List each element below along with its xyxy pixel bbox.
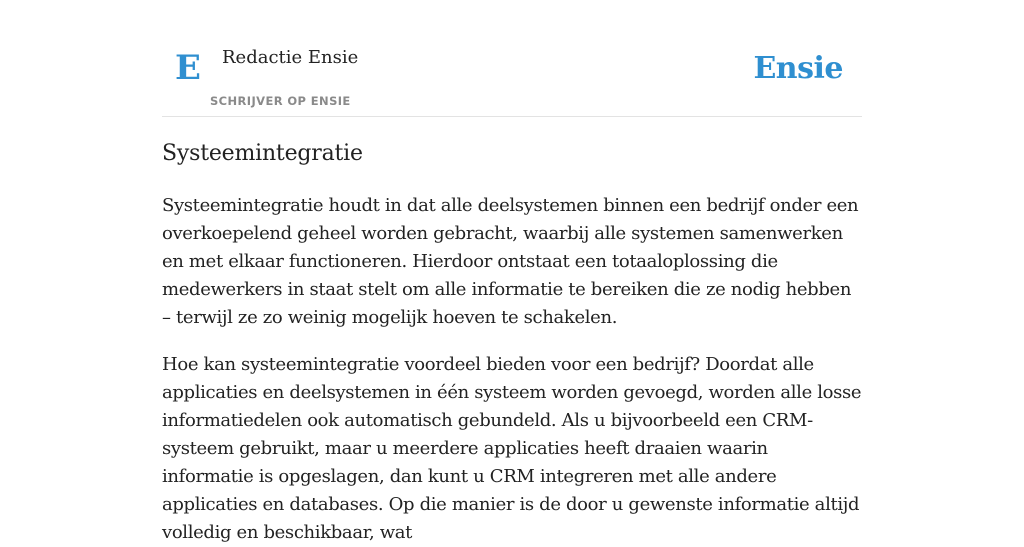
article-paragraph: Hoe kan systeemintegratie voordeel bieden voor een bedrijf? Doordat alle applicaties en deelsystemen in één systeem worden gevoegd, worden alle losse informatiedelen ook automatisch gebundeld. Als u bijvoorbeeld een CRM-systeem gebruikt, maar u meerdere applicaties heeft draaien waarin informatie is opgeslagen, dan kunt u CRM integreren met alle andere applicaties en databases. Op die manier is de door u gewenste informatie altijd volledig en beschikbaar, wat (162, 354, 862, 543)
ensie-brand-logo[interactable]: Ensie (753, 51, 843, 86)
author-header (162, 0, 862, 117)
author-name-link[interactable]: Redactie Ensie (222, 47, 359, 68)
article-paragraph: Systeemintegratie houdt in dat alle deelsystemen binnen een bedrijf onder een overkoepelend geheel worden gebracht, waarbij alle systemen samenwerken en met elkaar functioneren. Hierdoor ontstaat een totaaloplossing die medewerkers in staat stelt om alle informatie te bereiken die ze nodig hebben – terwijl ze zo weinig mogelijk hoeven te schakelen. (162, 195, 859, 328)
author-avatar-logo[interactable]: E (175, 48, 201, 88)
article-title: Systeemintegratie (162, 141, 363, 166)
article-body (162, 138, 862, 547)
author-role-label: SCHRIJVER OP ENSIE (210, 94, 351, 108)
